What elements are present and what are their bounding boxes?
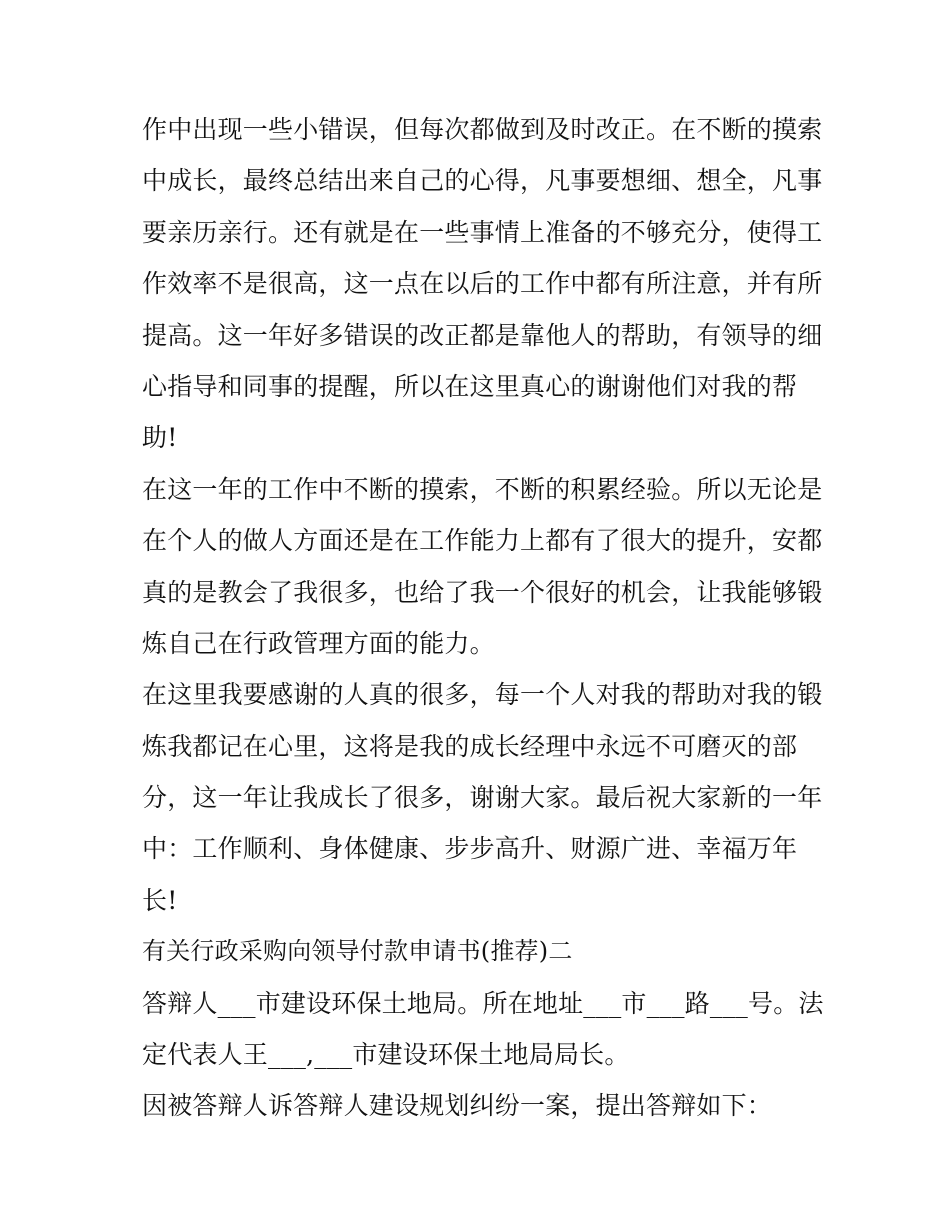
text-line: 分，这一年让我成长了很多，谢谢大家。最后祝大家新的一年	[142, 783, 823, 813]
text-line: 炼我都记在心里，这将是我的成长经理中永远不可磨灭的部	[142, 731, 798, 761]
text-line: 中：工作顺利、身体健康、步步高升、财源广进、幸福万年	[142, 834, 798, 864]
text-line: 答辩人___市建设环保土地局。所在地址___市___路___号。法	[142, 988, 824, 1018]
text-line: 真的是教会了我很多，也给了我一个很好的机会，让我能够锻	[142, 577, 823, 607]
section-title: 有关行政采购向领导付款申请书(推荐)二	[142, 937, 573, 966]
text-line: 在这里我要感谢的人真的很多，每一个人对我的帮助对我的锻	[142, 680, 823, 710]
text-line: 炼自己在行政管理方面的能力。	[142, 628, 495, 658]
text-line: 助!	[142, 423, 178, 453]
text-line: 在个人的做人方面还是在工作能力上都有了很大的提升，安都	[142, 526, 823, 556]
text-line: 提高。这一年好多错误的改正都是靠他人的帮助，有领导的细	[142, 320, 823, 350]
text-line: 在这一年的工作中不断的摸索，不断的积累经验。所以无论是	[142, 474, 823, 504]
text-line: 要亲历亲行。还有就是在一些事情上准备的不够充分，使得工	[142, 217, 823, 247]
text-line: 因被答辩人诉答辩人建设规划纠纷一案，提出答辩如下：	[142, 1091, 773, 1121]
text-line: 中成长，最终总结出来自己的心得，凡事要想细、想全，凡事	[142, 166, 823, 196]
text-line: 长!	[142, 885, 178, 915]
text-line: 心指导和同事的提醒，所以在这里真心的谢谢他们对我的帮	[142, 371, 798, 401]
text-line: 作中出现一些小错误，但每次都做到及时改正。在不断的摸索	[142, 115, 823, 144]
text-line: 定代表人王___,___市建设环保土地局局长。	[142, 1040, 630, 1070]
text-line: 作效率不是很高，这一点在以后的工作中都有所注意，并有所	[142, 269, 823, 299]
document-page	[142, 104, 824, 1132]
